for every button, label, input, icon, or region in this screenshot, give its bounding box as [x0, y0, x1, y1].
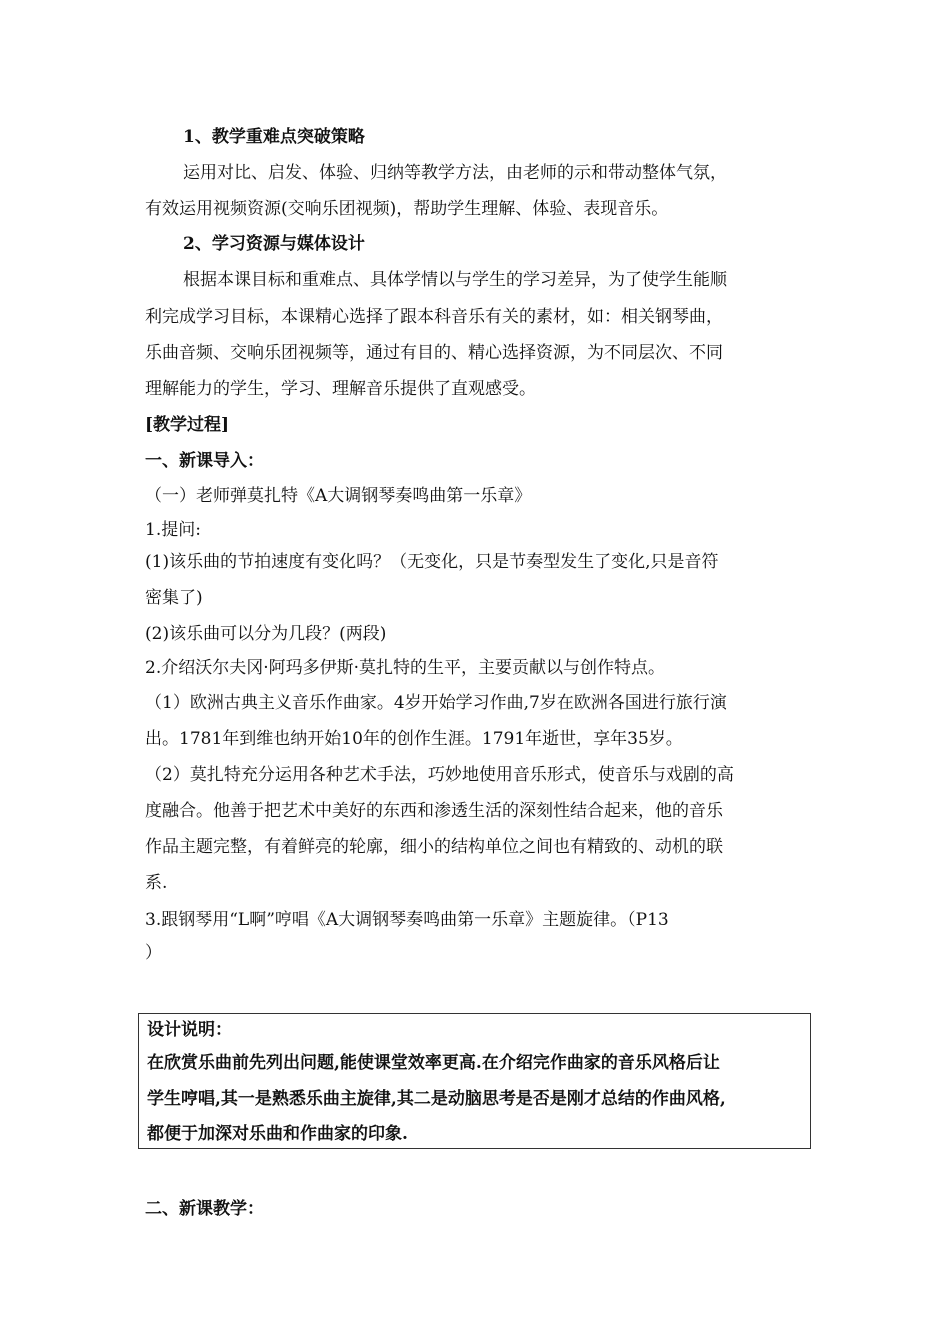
- heading-strategy: 1、教学重难点突破策略: [183, 127, 365, 147]
- paragraph-line: （2）莫扎特充分运用各种艺术手法，巧妙地使用音乐形式，使音乐与戏剧的高: [145, 765, 734, 785]
- paragraph-line: 利完成学习目标，本课精心选择了跟本科音乐有关的素材，如：相关钢琴曲，: [145, 307, 723, 327]
- subsection-line: （一）老师弹莫扎特《A大调钢琴奏鸣曲第一乐章》: [145, 486, 532, 506]
- design-note-box: [138, 1013, 811, 1149]
- paragraph-line: 理解能力的学生，学习、理解音乐提供了直观感受。: [145, 379, 536, 399]
- paragraph-line: 根据本课目标和重难点、具体学情以与学生的学习差异，为了使学生能顺: [183, 270, 727, 290]
- paragraph-line: 有效运用视频资源(交响乐团视频)，帮助学生理解、体验、表现音乐。: [145, 199, 669, 219]
- process-title: [教学过程]: [145, 415, 230, 435]
- paragraph-line: 出。1781年到维也纳开始10年的创作生涯。1791年逝世，享年35岁。: [145, 729, 683, 749]
- list-item: 2.介绍沃尔夫冈·阿玛多伊斯·莫扎特的生平，主要贡献以与创作特点。: [145, 658, 666, 678]
- list-item-continuation: ）: [145, 943, 162, 963]
- design-note-title: 设计说明：: [147, 1020, 232, 1040]
- section-heading-teaching: 二、新课教学：: [145, 1199, 264, 1219]
- paragraph-line: 系.: [145, 873, 168, 893]
- design-note-line: 都便于加深对乐曲和作曲家的印象.: [147, 1124, 408, 1144]
- paragraph-line: （1）欧洲古典主义音乐作曲家。4岁开始学习作曲,7岁在欧洲各国进行旅行演: [145, 693, 727, 713]
- design-note-line: 在欣赏乐曲前先列出问题,能使课堂效率更高.在介绍完作曲家的音乐风格后让: [147, 1053, 720, 1073]
- section-heading-intro: 一、新课导入：: [145, 451, 264, 471]
- paragraph-line: 运用对比、启发、体验、归纳等教学方法，由老师的示和带动整体气氛，: [183, 163, 727, 183]
- question-line: (2)该乐曲可以分为几段？(两段): [145, 624, 387, 644]
- list-item: 3.跟钢琴用“L啊”哼唱《A大调钢琴奏鸣曲第一乐章》主题旋律。（P13: [145, 910, 669, 930]
- paragraph-line: 乐曲音频、交响乐团视频等，通过有目的、精心选择资源，为不同层次、不同: [145, 343, 723, 363]
- paragraph-line: 度融合。他善于把艺术中美好的东西和渗透生活的深刻性结合起来，他的音乐: [145, 801, 723, 821]
- list-item: 1.提问:: [145, 520, 201, 540]
- question-line: 密集了): [145, 588, 203, 608]
- design-note-line: 学生哼唱,其一是熟悉乐曲主旋律,其二是动脑思考是否是刚才总结的作曲风格,: [147, 1089, 726, 1109]
- question-line: (1)该乐曲的节拍速度有变化吗？（无变化，只是节奏型发生了变化,只是音符: [145, 552, 719, 572]
- paragraph-line: 作品主题完整，有着鲜亮的轮廓，细小的结构单位之间也有精致的、动机的联: [145, 837, 723, 857]
- heading-resources: 2、学习资源与媒体设计: [183, 234, 365, 254]
